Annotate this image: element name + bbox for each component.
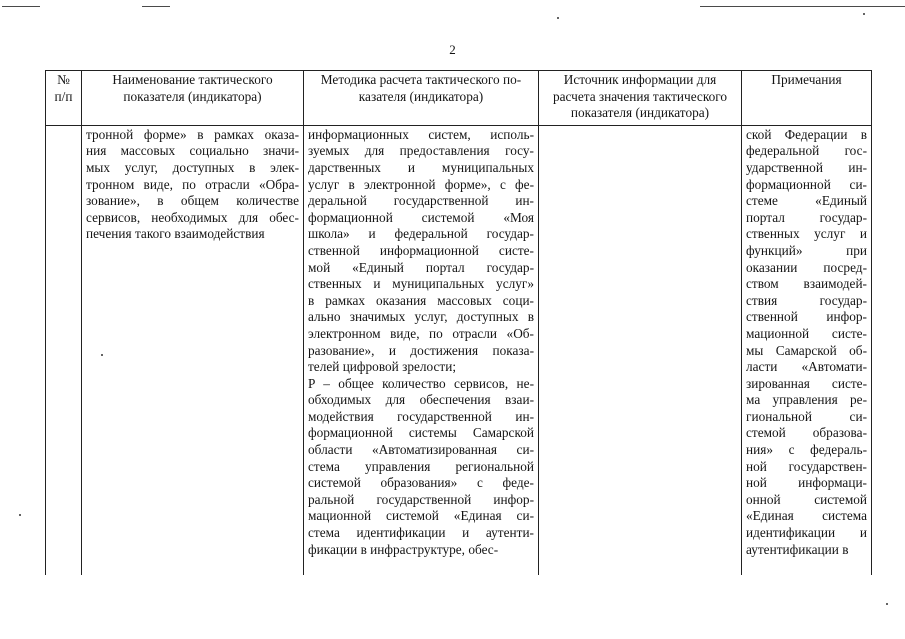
text-line: ственной инфор- xyxy=(746,309,867,325)
text-line: ральной государственной инфор- xyxy=(308,491,534,507)
text-line: «Единая система xyxy=(746,508,867,524)
header-calculation-method: Методика расчета тактического по-казателя (индикатора) xyxy=(304,71,539,126)
indicator-table xyxy=(45,70,872,575)
cell-notes xyxy=(742,125,872,575)
text-line: зуемых для предоставления госу- xyxy=(308,143,534,159)
text-line: идентификации и xyxy=(746,525,867,541)
scan-speck xyxy=(863,13,865,15)
text-line: ма управления ре- xyxy=(746,392,867,408)
text-line: портал государ- xyxy=(746,209,867,225)
text-line: разование», и достижения показа- xyxy=(308,342,534,358)
text-line: аутентификации в xyxy=(746,541,849,557)
text-line: функций» при xyxy=(746,242,867,258)
text-line: модействия государственной ин- xyxy=(308,408,534,424)
header-number: № п/п xyxy=(46,71,82,126)
text-line: услуг в электронной форме», с фе- xyxy=(308,176,534,192)
header-notes: Примечания xyxy=(742,71,872,126)
header-indicator-name: Наименование тактического показателя (индикатора) xyxy=(82,71,304,126)
text-line: ственной информационной систе- xyxy=(308,242,534,258)
text-line: ской Федерации в xyxy=(746,126,867,142)
text-line: ной государствен- xyxy=(746,458,867,474)
text-line: сервисов, необходимых для обес- xyxy=(86,209,299,225)
text-line: зование», в общем количестве xyxy=(86,193,299,209)
cell-calculation-method xyxy=(304,125,539,575)
text-line: гиональной си- xyxy=(746,408,867,424)
text-line: ственных услуг и xyxy=(746,226,867,242)
text-line: информационных систем, исполь- xyxy=(308,126,534,142)
text-line: ударственной ин- xyxy=(746,159,867,175)
text-line: телей цифровой зрелости; xyxy=(308,359,457,375)
cell-information-source xyxy=(539,125,742,575)
text-line: в рамках оказания массовых соци- xyxy=(308,292,534,308)
text-line: ально значимых услуг, доступных в xyxy=(308,309,534,325)
text-line: обходимых для обеспечения взаи- xyxy=(308,392,534,408)
text-line: формационной си- xyxy=(746,176,867,192)
scan-line xyxy=(2,6,40,7)
text-line: ния массовых социально значи- xyxy=(86,143,299,159)
text-line: зированная систе- xyxy=(746,375,867,391)
scan-line xyxy=(700,6,905,7)
text-line: мых услуг, доступных в элек- xyxy=(86,159,299,175)
text-line: области «Автоматизированная си- xyxy=(308,442,534,458)
text-line: ственных и муниципальных услуг» xyxy=(308,276,534,292)
text-line: P – общее количество сервисов, не- xyxy=(308,375,534,391)
text-line: мы Самарской об- xyxy=(746,342,867,358)
text-line: ния» с федераль- xyxy=(746,442,867,458)
text-line: мой «Единый портал государ- xyxy=(308,259,534,275)
text-line: мационной систе- xyxy=(746,325,867,341)
cell-number xyxy=(46,125,82,575)
page-number: 2 xyxy=(449,42,456,57)
scan-speck xyxy=(557,17,559,19)
text-line: федеральной гос- xyxy=(746,143,867,159)
text-line: оказании посред- xyxy=(746,259,867,275)
text-line: ласти «Автомати- xyxy=(746,359,867,375)
text-line: системой образования» с феде- xyxy=(308,475,534,491)
text-line: деральной государственной ин- xyxy=(308,193,534,209)
scan-speck xyxy=(886,603,888,605)
text-line: формационной системой «Моя xyxy=(308,209,534,225)
text-line: онной системой xyxy=(746,491,867,507)
text-line: печения такого взаимодействия xyxy=(86,226,265,242)
text-line: дарственных и муниципальных xyxy=(308,159,534,175)
scan-speck xyxy=(19,514,21,516)
table-header-row xyxy=(46,71,872,126)
text-line: школа» и федеральной государ- xyxy=(308,226,534,242)
text-line: стема идентификации и аутенти- xyxy=(308,525,534,541)
text-line: ствия государ- xyxy=(746,292,867,308)
cell-indicator-name xyxy=(82,125,304,575)
text-line: стема управления региональной xyxy=(308,458,534,474)
header-information-source: Источник информации для расчета значения тактического показателя (индикатора) xyxy=(539,71,742,126)
text-line: тронном виде, по отрасли «Обра- xyxy=(86,176,299,192)
text-line: формационной системы Самарской xyxy=(308,425,534,441)
text-line: ной информаци- xyxy=(746,475,867,491)
text-line: тронной форме» в рамках оказа- xyxy=(86,126,299,142)
text-line: стеме «Единый xyxy=(746,193,867,209)
text-line: электронном виде, по отрасли «Об- xyxy=(308,325,534,341)
text-line: фикации в инфраструктуре, обес- xyxy=(308,541,499,557)
table-row xyxy=(46,125,872,575)
scan-line xyxy=(142,6,170,7)
text-line: ством взаимодей- xyxy=(746,276,867,292)
text-line: стемой образова- xyxy=(746,425,867,441)
text-line: мационной системой «Единая си- xyxy=(308,508,534,524)
